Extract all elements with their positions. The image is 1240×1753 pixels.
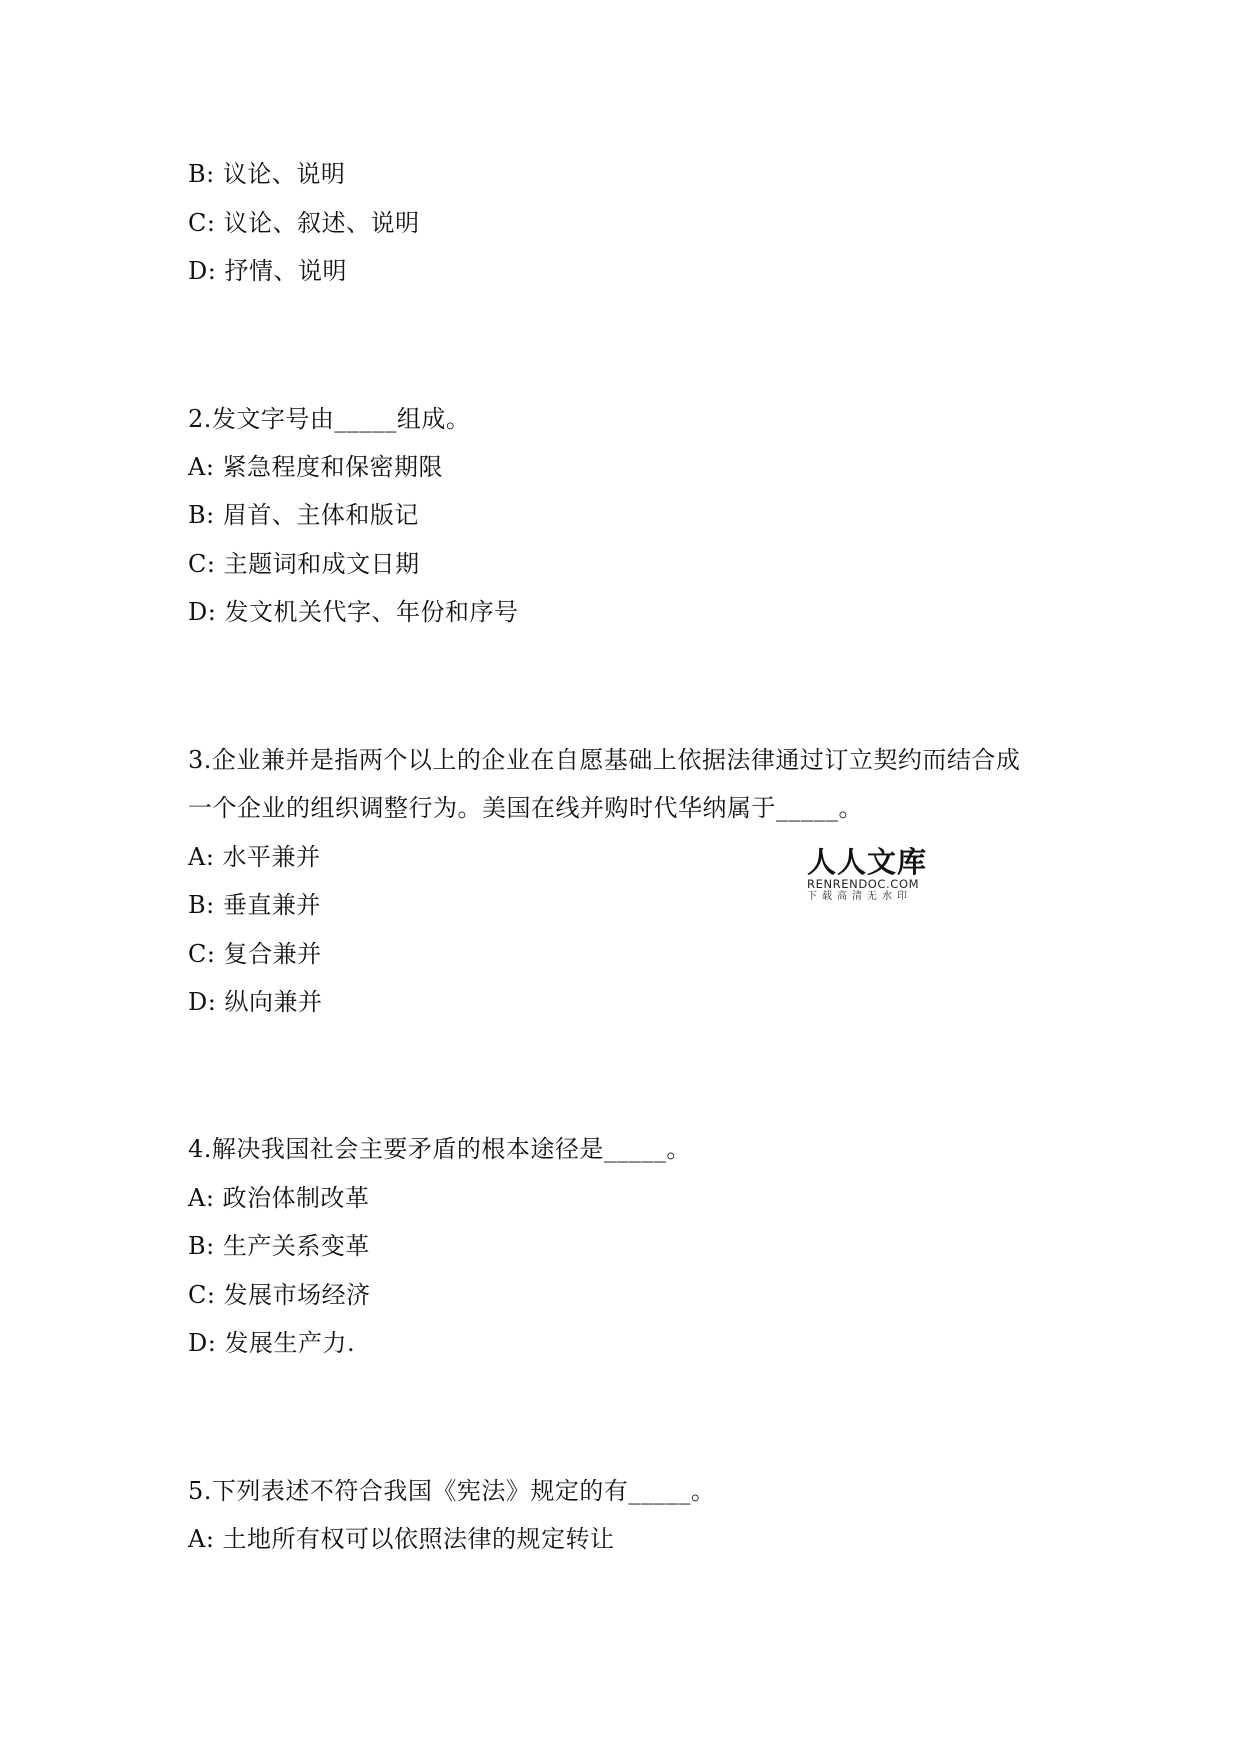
watermark-slogan: 下载高清无水印 xyxy=(807,891,912,902)
option-d-q4: D: 发展生产力. xyxy=(188,1329,356,1357)
watermark-logo xyxy=(807,846,939,903)
question-3-line-2: 一个企业的组织调整行为。美国在线并购时代华纳属于_____。 xyxy=(188,794,863,822)
question-5: 5.下列表述不符合我国《宪法》规定的有_____。 xyxy=(188,1477,716,1505)
question-4: 4.解决我国社会主要矛盾的根本途径是_____。 xyxy=(188,1135,691,1163)
option-d-q2: D: 发文机关代字、年份和序号 xyxy=(188,598,519,626)
option-b-q2: B: 眉首、主体和版记 xyxy=(188,501,419,529)
option-a-q4: A: 政治体制改革 xyxy=(188,1184,370,1212)
option-a-q2: A: 紧急程度和保密期限 xyxy=(188,453,444,481)
question-3-line-1: 3.企业兼并是指两个以上的企业在自愿基础上依据法律通过订立契约而结合成 xyxy=(188,746,1021,774)
option-c-q1: C: 议论、叙述、说明 xyxy=(188,209,420,237)
option-a-q3: A: 水平兼并 xyxy=(188,843,321,871)
option-d-q1: D: 抒情、说明 xyxy=(188,257,347,285)
option-b-q1: B: 议论、说明 xyxy=(188,160,346,188)
option-c-q3: C: 复合兼并 xyxy=(188,940,322,968)
option-a-q5: A: 土地所有权可以依照法律的规定转让 xyxy=(188,1525,615,1553)
option-d-q3: D: 纵向兼并 xyxy=(188,988,323,1016)
option-c-q2: C: 主题词和成文日期 xyxy=(188,550,420,578)
option-b-q3: B: 垂直兼并 xyxy=(188,891,321,919)
option-b-q4: B: 生产关系变革 xyxy=(188,1232,370,1260)
question-2: 2.发文字号由_____组成。 xyxy=(188,405,471,433)
watermark-domain: RENRENDOC.COM xyxy=(807,877,920,891)
watermark-title: 人人文库 xyxy=(807,845,928,879)
option-c-q4: C: 发展市场经济 xyxy=(188,1281,371,1309)
